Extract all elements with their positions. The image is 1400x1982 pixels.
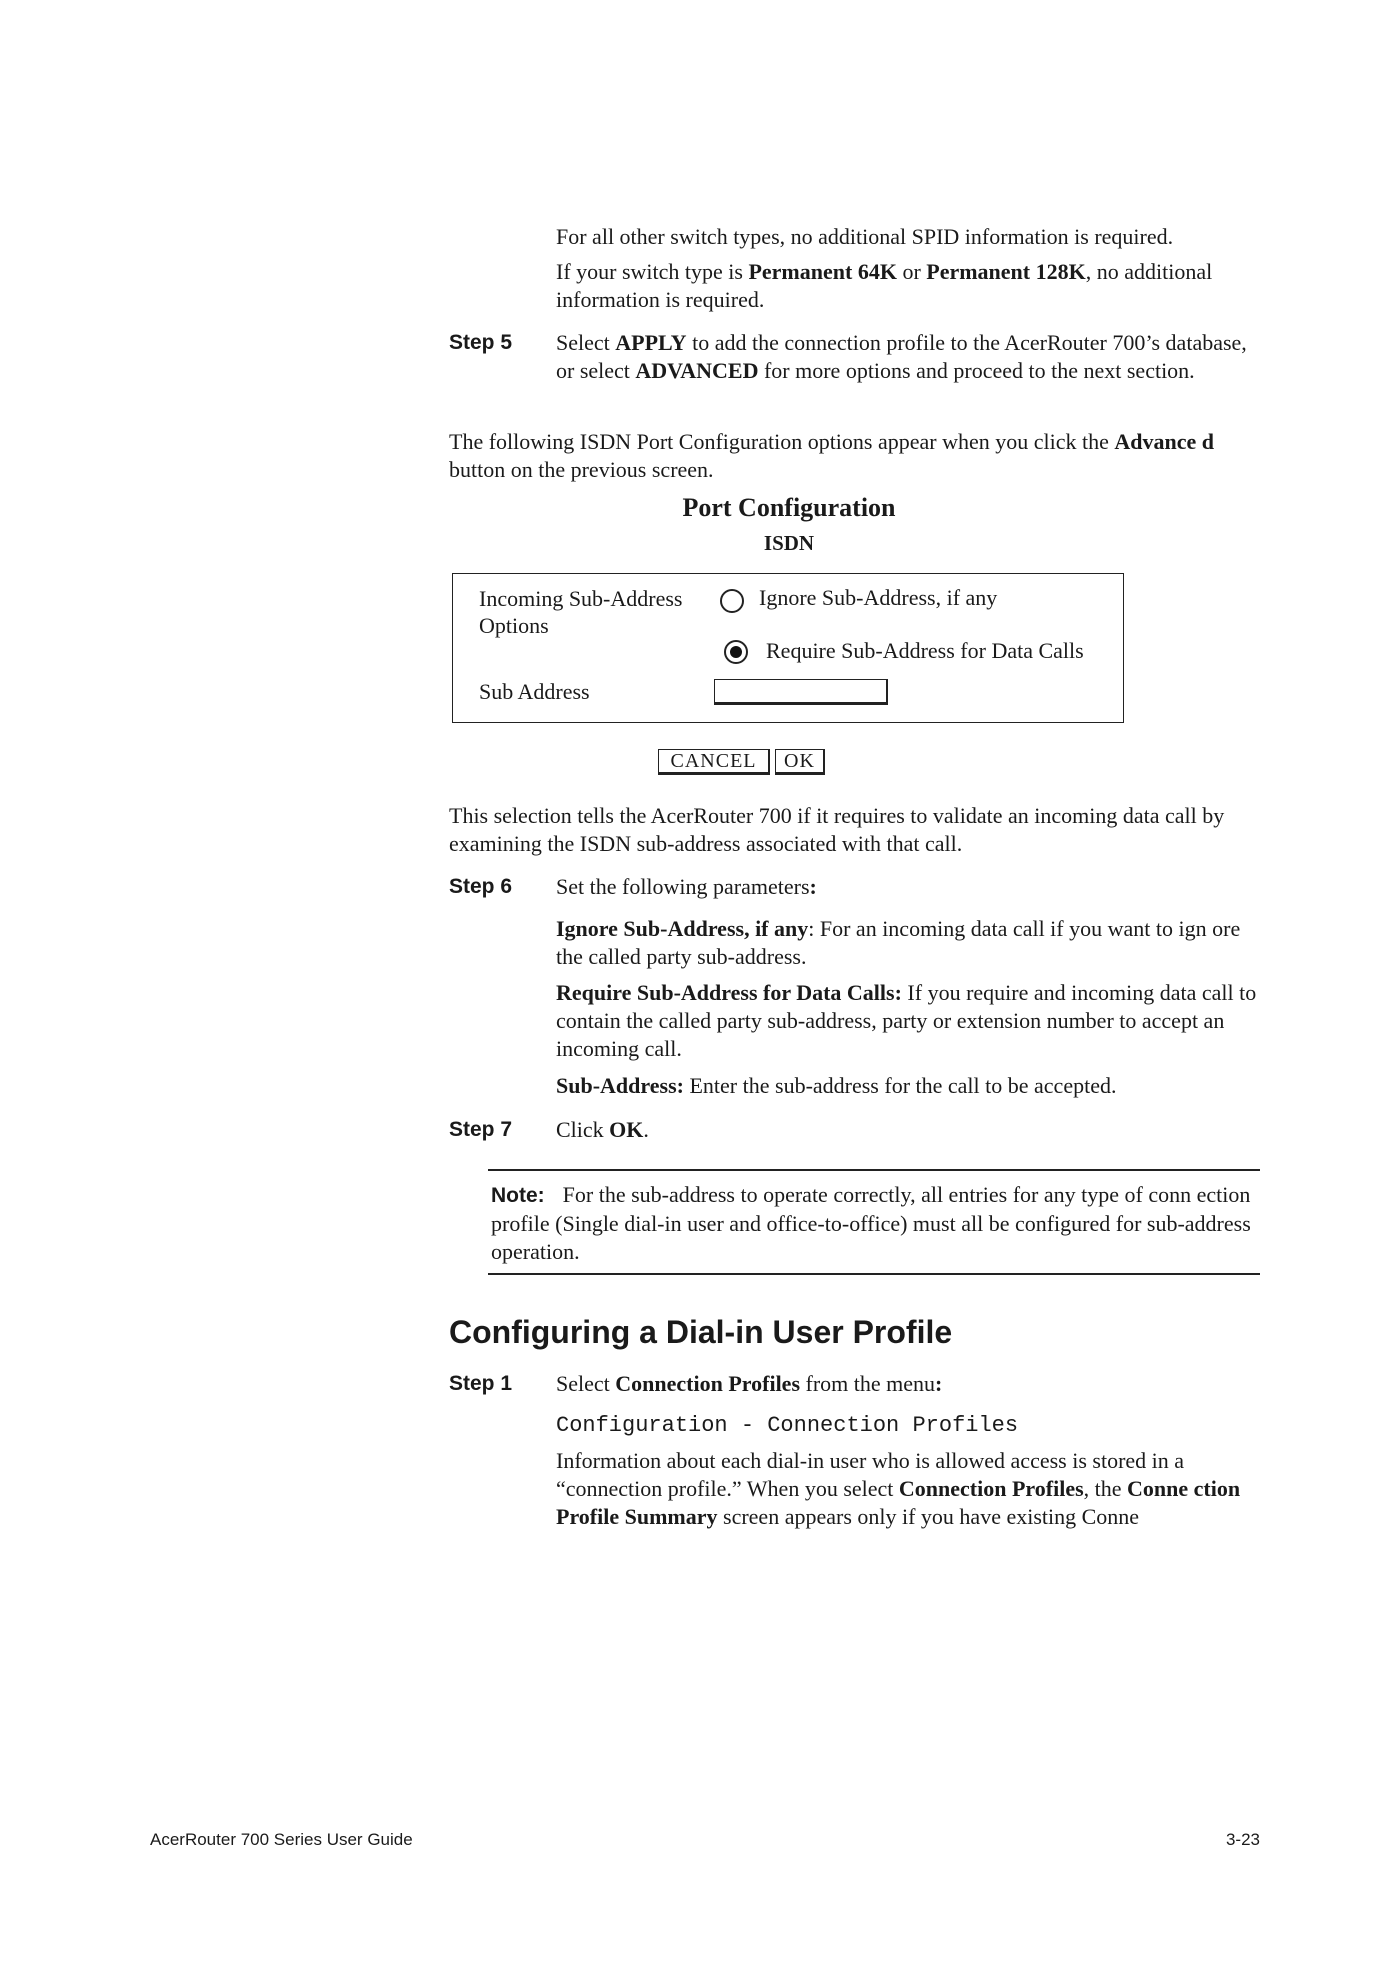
text-run: Select <box>556 330 616 355</box>
sub-address-input[interactable] <box>714 679 888 705</box>
bold-term: Advance d <box>1114 429 1215 454</box>
figure-title: Port Configuration <box>682 493 896 522</box>
text-run: for more options and proceed to the next section. <box>758 358 1195 383</box>
text-run: Enter the sub-address for the call to be accepted. <box>683 1073 1117 1098</box>
param-ignore-sub-address <box>556 915 1260 971</box>
require-sub-address-label: Require Sub-Address for Data Calls <box>766 638 1084 663</box>
cancel-button[interactable]: CANCEL <box>658 749 770 775</box>
note-label: Note: <box>491 1184 545 1207</box>
section-heading: Configuring a Dial-in User Profile <box>449 1314 953 1350</box>
selection-paragraph: This selection tells the AcerRouter 700 if it requires to validate an incoming data call by examining the ISDN sub-address associated with that call. <box>449 803 1225 856</box>
step-1-label: Step 1 <box>449 1372 513 1395</box>
menu-path: Configuration - Connection Profiles <box>556 1413 1019 1438</box>
page-number: 3-23 <box>1225 1830 1260 1849</box>
bold-colon: : <box>809 874 817 899</box>
text-run: : For an incoming data call if you want to ign ore the called party sub-address. <box>556 916 1241 969</box>
param-sub-address <box>556 1072 1260 1100</box>
bold-term: Permanent 128K <box>926 259 1086 284</box>
text-run: Select <box>556 1371 616 1396</box>
step-1-text <box>556 1370 1260 1398</box>
sub-address-label: Sub Address <box>479 679 590 704</box>
step-5-text <box>556 329 1260 385</box>
text-run: , no additional information is required. <box>556 259 1213 312</box>
bold-term: Sub-Address: <box>556 1073 684 1098</box>
bold-term: OK <box>609 1117 644 1142</box>
ok-button[interactable]: OK <box>775 749 825 775</box>
incoming-sub-address-label: Incoming Sub-Address Options <box>479 586 683 638</box>
connection-profile-info <box>556 1447 1260 1531</box>
intro-paragraph-1: For all other switch types, no additional SPID information is required. <box>556 224 1174 249</box>
note-box <box>491 1181 1260 1266</box>
text-run: Set the following parameters <box>556 874 810 899</box>
param-require-sub-address <box>556 979 1260 1063</box>
step-6-lead <box>556 873 1260 901</box>
note-text: For the sub-address to operate correctly, all entries for any type of conn ection profile (Single dial-in user and office-to-office) must all be configured for sub-address operation. <box>491 1182 1251 1264</box>
text-run: If your switch type is <box>556 259 749 284</box>
text-run: or <box>896 259 927 284</box>
bold-colon: : <box>935 1371 943 1396</box>
step-6-label: Step 6 <box>449 875 513 898</box>
bold-term: Connection Profiles <box>898 1476 1084 1501</box>
intro-paragraph-2 <box>556 258 1260 314</box>
text-run: screen appears only if you have existing Conne <box>717 1504 1140 1529</box>
note-top-rule <box>488 1169 1260 1171</box>
text-run: to add the connection profile to the AcerRouter 700’s database, or select <box>556 330 1247 383</box>
step-7-text <box>556 1116 1260 1144</box>
step-5-label: Step 5 <box>449 331 513 354</box>
bold-term: Ignore Sub-Address, if any <box>556 916 809 941</box>
text-run: . <box>643 1117 649 1142</box>
text-run: from the menu <box>800 1371 936 1396</box>
bold-term: APPLY <box>615 330 687 355</box>
ignore-sub-address-radio[interactable] <box>720 589 744 613</box>
text-run: Click <box>556 1117 610 1142</box>
text-run: The following ISDN Port Configuration options appear when you click the <box>449 429 1115 454</box>
note-bottom-rule <box>488 1273 1260 1275</box>
require-sub-address-radio[interactable] <box>724 640 748 664</box>
bold-term: Require Sub-Address for Data Calls: <box>556 980 902 1005</box>
figure-subtitle: ISDN <box>763 531 815 555</box>
footer-title: AcerRouter 700 Series User Guide <box>150 1830 413 1849</box>
bold-term: ADVANCED <box>635 358 759 383</box>
bold-term: Permanent 64K <box>748 259 897 284</box>
text-run: , the <box>1083 1476 1128 1501</box>
bold-term: Connection Profiles <box>615 1371 801 1396</box>
text-run: If you require and incoming data call to contain the called party sub-address, party or extension number to accept an incoming call. <box>556 980 1257 1061</box>
text-run: Information about each dial-in user who is allowed access is stored in a “connection profile.” When you select <box>556 1448 1185 1501</box>
advanced-paragraph <box>449 428 1260 484</box>
text-run: button on the previous screen. <box>449 457 714 482</box>
bold-term: Conne ction Profile Summary <box>556 1476 1241 1529</box>
step-7-label: Step 7 <box>449 1118 513 1141</box>
ignore-sub-address-label: Ignore Sub-Address, if any <box>759 585 998 610</box>
